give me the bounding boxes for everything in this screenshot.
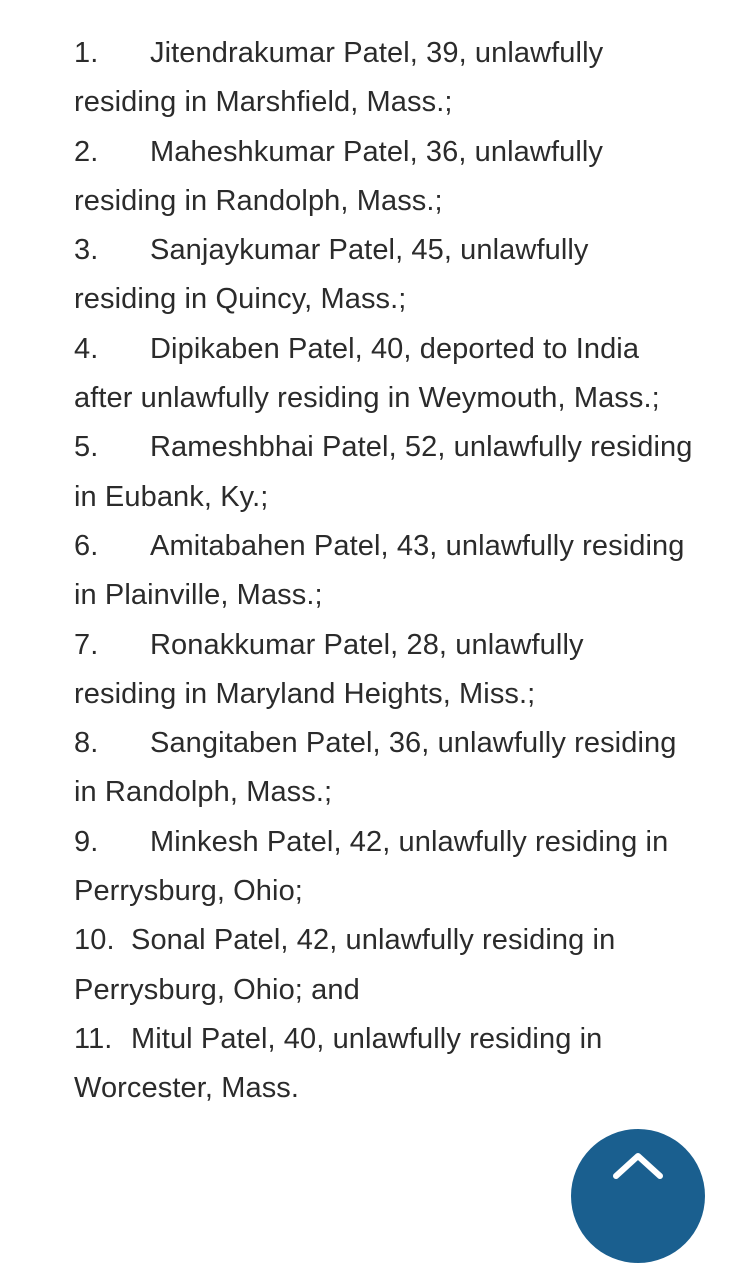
list-item-text: Ronakkumar Patel, 28, unlawfully residing in Maryland Heights, Miss.;	[74, 628, 584, 710]
list-item	[74, 325, 694, 424]
list-item-number: 1.	[74, 37, 99, 69]
list-item-number: 2.	[74, 135, 99, 168]
list-item-text: Dipikaben Patel, 40, deported to India after unlawfully residing in Weymouth, Mass.;	[74, 332, 660, 415]
list-item-text: Sonal Patel, 42, unlawfully residing in Perrysburg, Ohio; and	[74, 924, 616, 1006]
list-item-number: 10.	[74, 924, 115, 957]
list-item-number: 3.	[74, 234, 99, 267]
back-to-top-button[interactable]	[571, 1129, 705, 1263]
list-item	[74, 818, 694, 917]
defendant-list	[74, 29, 694, 1114]
list-item	[74, 128, 694, 227]
list-item-number: 11.	[74, 1022, 113, 1055]
list-item	[74, 1015, 694, 1114]
list-item-number: 7.	[74, 628, 99, 661]
list-item-text: Maheshkumar Patel, 36, unlawfully residing in Randolph, Mass.;	[74, 135, 604, 217]
list-item-text: Jitendrakumar Patel, 39, unlawfully residing in Marshfield, Mass.;	[74, 37, 604, 119]
list-item	[74, 916, 694, 1015]
list-item-number: 4.	[74, 332, 99, 365]
list-item-number: 9.	[74, 825, 99, 858]
list-item-number: 8.	[74, 727, 99, 760]
list-item-text: Sangitaben Patel, 36, unlawfully residing in Randolph, Mass.;	[74, 727, 677, 809]
list-item-text: Sanjaykumar Patel, 45, unlawfully residing in Quincy, Mass.;	[74, 234, 589, 316]
list-item-text: Mitul Patel, 40, unlawfully residing in Worcester, Mass.	[74, 1022, 603, 1105]
list-item	[74, 226, 694, 325]
list-item	[74, 719, 694, 818]
list-item	[74, 423, 694, 522]
list-item-number: 5.	[74, 431, 99, 464]
list-item	[74, 29, 694, 128]
list-item-text: Amitabahen Patel, 43, unlawfully residing in Plainville, Mass.;	[74, 529, 685, 612]
list-item	[74, 621, 694, 720]
list-item-number: 6.	[74, 529, 99, 562]
list-item-text: Minkesh Patel, 42, unlawfully residing in Perrysburg, Ohio;	[74, 825, 669, 908]
list-item	[74, 522, 694, 621]
list-item-text: Rameshbhai Patel, 52, unlawfully residing in Eubank, Ky.;	[74, 431, 693, 513]
